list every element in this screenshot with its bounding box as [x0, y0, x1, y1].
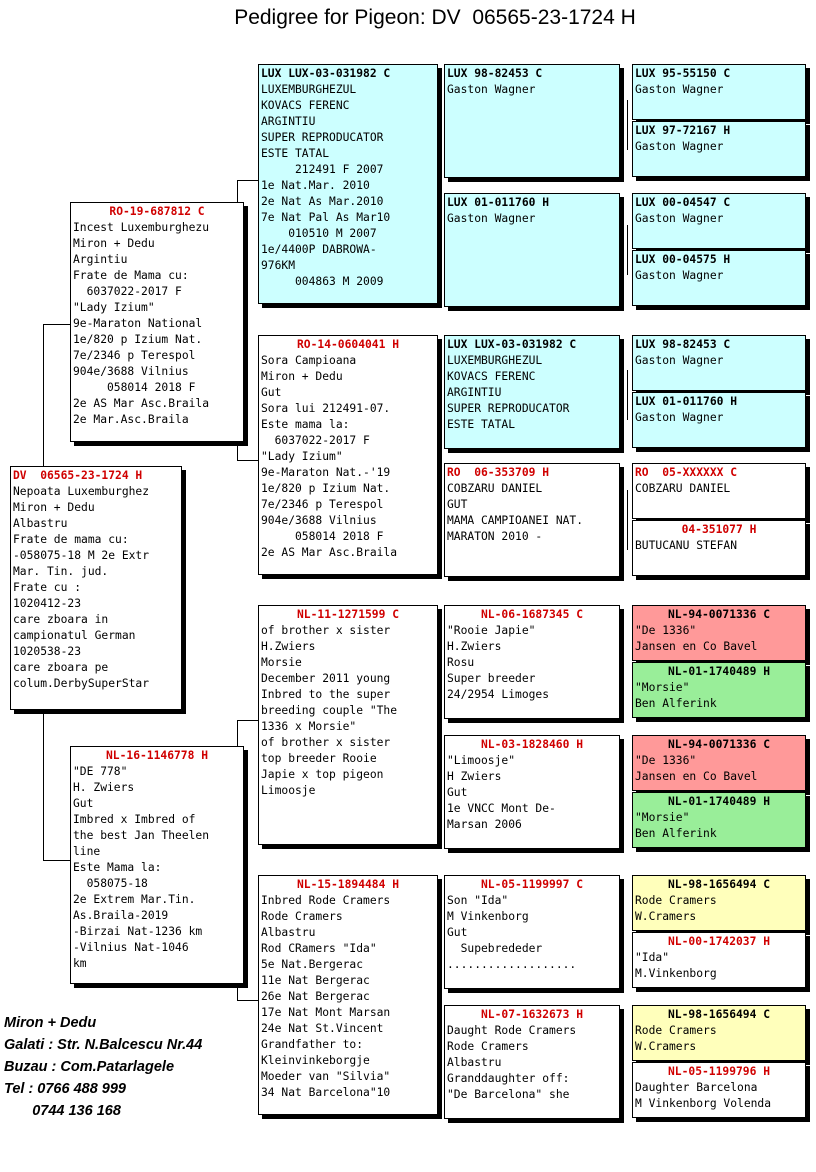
- pedigree-info-line: 976KM: [261, 259, 296, 272]
- pedigree-info-line: Nepoata Luxemburghez: [13, 485, 150, 498]
- ancestor-card-g7[interactable]: [632, 463, 806, 519]
- pedigree-info-line: of brother x sister: [261, 736, 391, 749]
- address-buzau: Buzau : Com.Patarlagele: [4, 1059, 175, 1075]
- pedigree-info-line: Gut: [447, 786, 468, 799]
- ancestor-card-g6[interactable]: [632, 392, 806, 448]
- ancestor-card-g9[interactable]: [632, 605, 806, 661]
- ring-number: LUX 98-82453 C: [447, 67, 543, 80]
- ring-number: NL-01-1740489 H: [667, 665, 771, 678]
- ring-number: NL-00-1742037 H: [667, 935, 771, 948]
- pedigree-info-line: H Zwiers: [447, 770, 502, 783]
- pedigree-info-line: SUPER REPRODUCATOR: [261, 131, 384, 144]
- ring-number: NL-98-1656494 C: [667, 1008, 771, 1021]
- connector-line: [43, 710, 44, 860]
- pedigree-info-line: Miron + Dedu: [73, 237, 155, 250]
- pedigree-info-line: Gaston Wagner: [635, 411, 724, 424]
- pedigree-info-line: 058014 2018 F: [261, 530, 384, 543]
- connector-line: [237, 460, 258, 461]
- pedigree-info-line: 1020412-23: [13, 597, 82, 610]
- pedigree-info-line: "Lady Izium": [261, 450, 343, 463]
- pedigree-info-line: 9e-Maraton Nat.-'19: [261, 466, 391, 479]
- pedigree-info-line: "De Barcelona" she: [447, 1088, 570, 1101]
- connector-line: [627, 370, 628, 420]
- ancestor-card-sss[interactable]: [444, 64, 620, 178]
- ring-number: RO-14-0604041 H: [296, 338, 400, 351]
- pedigree-info-line: 2e AS Mar Asc.Braila: [73, 397, 210, 410]
- pedigree-info-line: Japie x top pigeon: [261, 768, 384, 781]
- pedigree-info-line: Gaston Wagner: [635, 354, 724, 367]
- pedigree-info-line: BUTUCANU STEFAN: [635, 539, 738, 552]
- pedigree-info-line: Rode Cramers: [635, 1024, 717, 1037]
- dam-sire-card[interactable]: [258, 605, 438, 845]
- pedigree-info-line: Rode Cramers: [447, 1040, 529, 1053]
- pedigree-info-line: 058075-18: [73, 877, 148, 890]
- connector-line: [237, 180, 258, 181]
- pedigree-info-line: W.Cramers: [635, 1040, 697, 1053]
- ring-number: LUX 98-82453 C: [635, 338, 731, 351]
- ancestor-card-ssd[interactable]: [444, 193, 620, 307]
- pedigree-info-line: "Limoosje": [447, 754, 516, 767]
- pedigree-info-line: Gaston Wagner: [635, 212, 724, 225]
- pedigree-info-line: 1e/820 p Izium Nat.: [261, 482, 391, 495]
- pedigree-info-line: Mar. Tin. jud.: [13, 565, 109, 578]
- ring-number: 04-351077 H: [681, 523, 757, 536]
- connector-line: [627, 100, 628, 150]
- pedigree-info-line: breeding couple "The: [261, 704, 398, 717]
- ancestor-card-g5[interactable]: [632, 335, 806, 391]
- ancestor-card-g2[interactable]: [632, 121, 806, 177]
- pedigree-info-line: Gut: [261, 386, 282, 399]
- pedigree-info-line: Este mama la:: [261, 418, 350, 431]
- pedigree-info-line: Sora lui 212491-07.: [261, 402, 391, 415]
- ring-number: LUX 01-011760 H: [635, 395, 738, 408]
- ring-number: NL-15-1894484 H: [296, 878, 400, 891]
- pedigree-info-line: Albastru: [261, 926, 316, 939]
- pedigree-info-line: COBZARU DANIEL: [635, 482, 731, 495]
- pedigree-info-line: Albastru: [447, 1056, 502, 1069]
- pedigree-info-line: 1e VNCC Mont De-: [447, 802, 556, 815]
- ancestor-card-g8[interactable]: [632, 520, 806, 576]
- pedigree-info-line: "Ida": [635, 951, 670, 964]
- pedigree-info-line: M Vinkenborg Volenda: [635, 1097, 772, 1110]
- pedigree-info-line: Jansen en Co Bavel: [635, 640, 758, 653]
- pedigree-info-line: 6037022-2017 F: [73, 285, 182, 298]
- ancestor-card-g14[interactable]: [632, 932, 806, 988]
- pedigree-info-line: colum.DerbySuperStar: [13, 677, 150, 690]
- ring-number: DV 06565-23-1724 H: [13, 469, 143, 482]
- ring-number: LUX 01-011760 H: [447, 196, 550, 209]
- pedigree-info-line: line: [73, 845, 101, 858]
- pedigree-info-line: 7e/2346 p Terespol: [73, 349, 196, 362]
- pedigree-info-line: ESTE TATAL: [447, 418, 516, 431]
- pedigree-info-line: 904e/3688 Vilnius: [261, 514, 377, 527]
- pedigree-info-line: km: [73, 957, 87, 970]
- breeder-contact-block: [4, 1012, 202, 1122]
- pedigree-info-line: 004863 M 2009: [261, 275, 384, 288]
- ancestor-card-g13[interactable]: [632, 875, 806, 931]
- ancestor-card-g4[interactable]: [632, 250, 806, 306]
- pedigree-info-line: Albastru: [13, 517, 68, 530]
- pedigree-info-line: ESTE TATAL: [261, 147, 330, 160]
- phone-2: 0744 136 168: [4, 1103, 121, 1119]
- pedigree-info-line: Limoosje: [261, 784, 316, 797]
- pedigree-info-line: Gaston Wagner: [447, 212, 536, 225]
- sire-dam-card[interactable]: [258, 335, 438, 575]
- ring-number: LUX LUX-03-031982 C: [447, 338, 577, 351]
- pedigree-info-line: Jansen en Co Bavel: [635, 770, 758, 783]
- pedigree-info-line: Frate cu :: [13, 581, 82, 594]
- ring-number: RO-19-687812 C: [109, 205, 205, 218]
- ancestor-card-g15[interactable]: [632, 1005, 806, 1061]
- pedigree-info-line: Sora Campioana: [261, 354, 357, 367]
- pedigree-info-line: Inbred to the super: [261, 688, 391, 701]
- subject-pigeon-card[interactable]: [10, 466, 182, 710]
- pedigree-info-line: KOVACS FERENC: [447, 370, 536, 383]
- ring-number: NL-07-1632673 H: [480, 1008, 584, 1021]
- pedigree-info-line: Frate de mama cu:: [13, 533, 129, 546]
- pedigree-info-line: Inbred Rode Cramers: [261, 894, 391, 907]
- pedigree-info-line: care zboara pe: [13, 661, 109, 674]
- pedigree-info-line: Daught Rode Cramers: [447, 1024, 577, 1037]
- ancestor-card-dds[interactable]: [444, 875, 620, 989]
- pedigree-info-line: GUT: [447, 498, 468, 511]
- pedigree-info-line: ...................: [447, 958, 577, 971]
- pedigree-info-line: Kleinvinkeborgje: [261, 1054, 370, 1067]
- pedigree-info-line: campionatul German: [13, 629, 136, 642]
- pedigree-info-line: 11e Nat Bergerac: [261, 974, 370, 987]
- ring-number: RO 05-XXXXXX C: [635, 466, 738, 479]
- pedigree-info-line: top breeder Rooie: [261, 752, 377, 765]
- pedigree-info-line: M.Vinkenborg: [635, 967, 717, 980]
- ring-number: NL-03-1828460 H: [480, 738, 584, 751]
- pedigree-info-line: MAMA CAMPIOANEI NAT.: [447, 514, 584, 527]
- pedigree-info-line: 9e-Maraton National: [73, 317, 203, 330]
- pedigree-info-line: LUXEMBURGHEZUL: [261, 83, 357, 96]
- pedigree-info-line: 2e Extrem Mar.Tin.: [73, 893, 196, 906]
- pedigree-info-line: Imbred x Imbred of: [73, 813, 196, 826]
- pedigree-info-line: Rode Cramers: [261, 910, 343, 923]
- pedigree-info-line: Este Mama la:: [73, 861, 162, 874]
- ancestor-card-g1[interactable]: [632, 64, 806, 120]
- pedigree-info-line: 2e Nat As Mar.2010: [261, 195, 384, 208]
- pedigree-info-line: "Morsie": [635, 811, 690, 824]
- pedigree-info-line: "DE 778": [73, 765, 128, 778]
- pedigree-info-line: H. Zwiers: [73, 781, 135, 794]
- pedigree-info-line: 1e/820 p Izium Nat.: [73, 333, 203, 346]
- ancestor-card-sds[interactable]: [444, 335, 620, 449]
- ring-number: NL-16-1146778 H: [105, 749, 209, 762]
- pedigree-info-line: Morsie: [261, 656, 302, 669]
- pedigree-info-line: As.Braila-2019: [73, 909, 169, 922]
- pedigree-info-line: Supebrededer: [447, 942, 543, 955]
- pedigree-info-line: "De 1336": [635, 754, 697, 767]
- pedigree-info-line: Moeder van "Silvia": [261, 1070, 391, 1083]
- pedigree-info-line: Miron + Dedu: [13, 501, 95, 514]
- pedigree-info-line: Gaston Wagner: [635, 83, 724, 96]
- pedigree-info-line: "De 1336": [635, 624, 697, 637]
- pedigree-info-line: 2e Mar.Asc.Braila: [73, 413, 189, 426]
- pedigree-info-line: 1e/4400P DABROWA-: [261, 243, 377, 256]
- ring-number: NL-94-0071336 C: [667, 738, 771, 751]
- pedigree-info-line: Rosu: [447, 656, 475, 669]
- pedigree-info-line: December 2011 young: [261, 672, 391, 685]
- pedigree-info-line: Ben Alferink: [635, 827, 717, 840]
- connector-line: [43, 324, 44, 467]
- pedigree-info-line: LUXEMBURGHEZUL: [447, 354, 543, 367]
- pedigree-info-line: Rode Cramers: [635, 894, 717, 907]
- ring-number: LUX LUX-03-031982 C: [261, 67, 391, 80]
- ring-number: LUX 95-55150 C: [635, 67, 731, 80]
- ancestor-card-g16[interactable]: [632, 1062, 806, 1118]
- pedigree-info-line: the best Jan Theelen: [73, 829, 210, 842]
- pedigree-info-line: Argintiu: [73, 253, 128, 266]
- page-title: Pedigree for Pigeon: DV 06565-23-1724 H: [234, 6, 636, 29]
- pedigree-info-line: H.Zwiers: [261, 640, 316, 653]
- ring-number: NL-01-1740489 H: [667, 795, 771, 808]
- ring-number: NL-06-1687345 C: [480, 608, 584, 621]
- ring-number: RO 06-353709 H: [447, 466, 550, 479]
- pedigree-info-line: -Vilnius Nat-1046: [73, 941, 189, 954]
- pedigree-info-line: care zboara in: [13, 613, 109, 626]
- pedigree-info-line: Gaston Wagner: [635, 140, 724, 153]
- pedigree-info-line: Gaston Wagner: [635, 269, 724, 282]
- sire-card[interactable]: [70, 202, 244, 442]
- pedigree-info-line: KOVACS FERENC: [261, 99, 350, 112]
- pedigree-info-line: 34 Nat Barcelona"10: [261, 1086, 391, 1099]
- ring-number: NL-11-1271599 C: [296, 608, 400, 621]
- breeder-name: Miron + Dedu: [4, 1015, 97, 1031]
- ring-number: LUX 00-04547 C: [635, 196, 731, 209]
- pedigree-info-line: W.Cramers: [635, 910, 697, 923]
- connector-line: [627, 225, 628, 275]
- pedigree-info-line: "Lady Izium": [73, 301, 155, 314]
- ring-number: LUX 97-72167 H: [635, 124, 731, 137]
- pedigree-info-line: 1336 x Morsie": [261, 720, 357, 733]
- dam-card[interactable]: [70, 746, 244, 984]
- pedigree-info-line: Granddaughter off:: [447, 1072, 570, 1085]
- ancestor-card-dsd[interactable]: [444, 735, 620, 849]
- ancestor-card-g10[interactable]: [632, 662, 806, 718]
- pedigree-info-line: ARGINTIU: [447, 386, 502, 399]
- pedigree-info-line: 058014 2018 F: [73, 381, 196, 394]
- pedigree-info-line: 904e/3688 Vilnius: [73, 365, 189, 378]
- ring-number: NL-94-0071336 C: [667, 608, 771, 621]
- pedigree-info-line: 7e/2346 p Terespol: [261, 498, 384, 511]
- connector-line: [43, 324, 70, 325]
- ancestor-card-sdd[interactable]: [444, 463, 620, 577]
- connector-line: [237, 1000, 258, 1001]
- pedigree-info-line: 2e AS Mar Asc.Braila: [261, 546, 398, 559]
- pedigree-info-line: 1e Nat.Mar. 2010: [261, 179, 370, 192]
- pedigree-info-line: 212491 F 2007: [261, 163, 384, 176]
- pedigree-info-line: 26e Nat Bergerac: [261, 990, 370, 1003]
- pedigree-info-line: Gaston Wagner: [447, 83, 536, 96]
- pedigree-info-line: -Birzai Nat-1236 km: [73, 925, 203, 938]
- dam-dam-card[interactable]: [258, 875, 438, 1115]
- ancestor-card-g12[interactable]: [632, 792, 806, 848]
- pedigree-info-line: 24e Nat St.Vincent: [261, 1022, 384, 1035]
- connector-line: [237, 720, 258, 721]
- pedigree-info-line: Rod CRamers "Ida": [261, 942, 377, 955]
- ancestor-card-ddd[interactable]: [444, 1005, 620, 1119]
- address-galati: Galati : Str. N.Balcescu Nr.44: [4, 1037, 203, 1053]
- phone-1: Tel : 0766 488 999: [4, 1081, 126, 1097]
- pedigree-info-line: Super breeder: [447, 672, 536, 685]
- pedigree-info-line: ARGINTIU: [261, 115, 316, 128]
- ring-number: NL-05-1199796 H: [667, 1065, 771, 1078]
- pedigree-info-line: "Rooie Japie": [447, 624, 536, 637]
- pedigree-info-line: Daughter Barcelona: [635, 1081, 758, 1094]
- ancestor-card-dss[interactable]: [444, 605, 620, 719]
- pedigree-info-line: 24/2954 Limoges: [447, 688, 550, 701]
- pedigree-info-line: Son "Ida": [447, 894, 509, 907]
- pedigree-info-line: 1020538-23: [13, 645, 82, 658]
- pedigree-info-line: MARATON 2010 -: [447, 530, 543, 543]
- pedigree-info-line: Ben Alferink: [635, 697, 717, 710]
- pedigree-info-line: 17e Nat Mont Marsan: [261, 1006, 391, 1019]
- ancestor-card-g3[interactable]: [632, 193, 806, 249]
- pedigree-info-line: "Morsie": [635, 681, 690, 694]
- sire-sire-card[interactable]: [258, 64, 438, 304]
- pedigree-info-line: 6037022-2017 F: [261, 434, 370, 447]
- ring-number: NL-98-1656494 C: [667, 878, 771, 891]
- pedigree-info-line: Incest Luxemburghezu: [73, 221, 210, 234]
- connector-line: [627, 490, 628, 550]
- pedigree-info-line: Gut: [447, 926, 468, 939]
- ring-number: NL-05-1199997 C: [480, 878, 584, 891]
- pedigree-info-line: COBZARU DANIEL: [447, 482, 543, 495]
- pedigree-info-line: 7e Nat Pal As Mar10: [261, 211, 391, 224]
- connector-line: [43, 860, 70, 861]
- pedigree-info-line: Gut: [73, 797, 94, 810]
- pedigree-info-line: M Vinkenborg: [447, 910, 529, 923]
- pedigree-info-line: Frate de Mama cu:: [73, 269, 189, 282]
- pedigree-info-line: Marsan 2006: [447, 818, 522, 831]
- ancestor-card-g11[interactable]: [632, 735, 806, 791]
- pedigree-info-line: SUPER REPRODUCATOR: [447, 402, 570, 415]
- pedigree-info-line: of brother x sister: [261, 624, 391, 637]
- pedigree-info-line: Grandfather to:: [261, 1038, 364, 1051]
- pedigree-info-line: H.Zwiers: [447, 640, 502, 653]
- pedigree-info-line: 010510 M 2007: [261, 227, 377, 240]
- pedigree-info-line: 5e Nat.Bergerac: [261, 958, 364, 971]
- pedigree-info-line: -058075-18 M 2e Extr: [13, 549, 150, 562]
- pedigree-info-line: Miron + Dedu: [261, 370, 343, 383]
- ring-number: LUX 00-04575 H: [635, 253, 731, 266]
